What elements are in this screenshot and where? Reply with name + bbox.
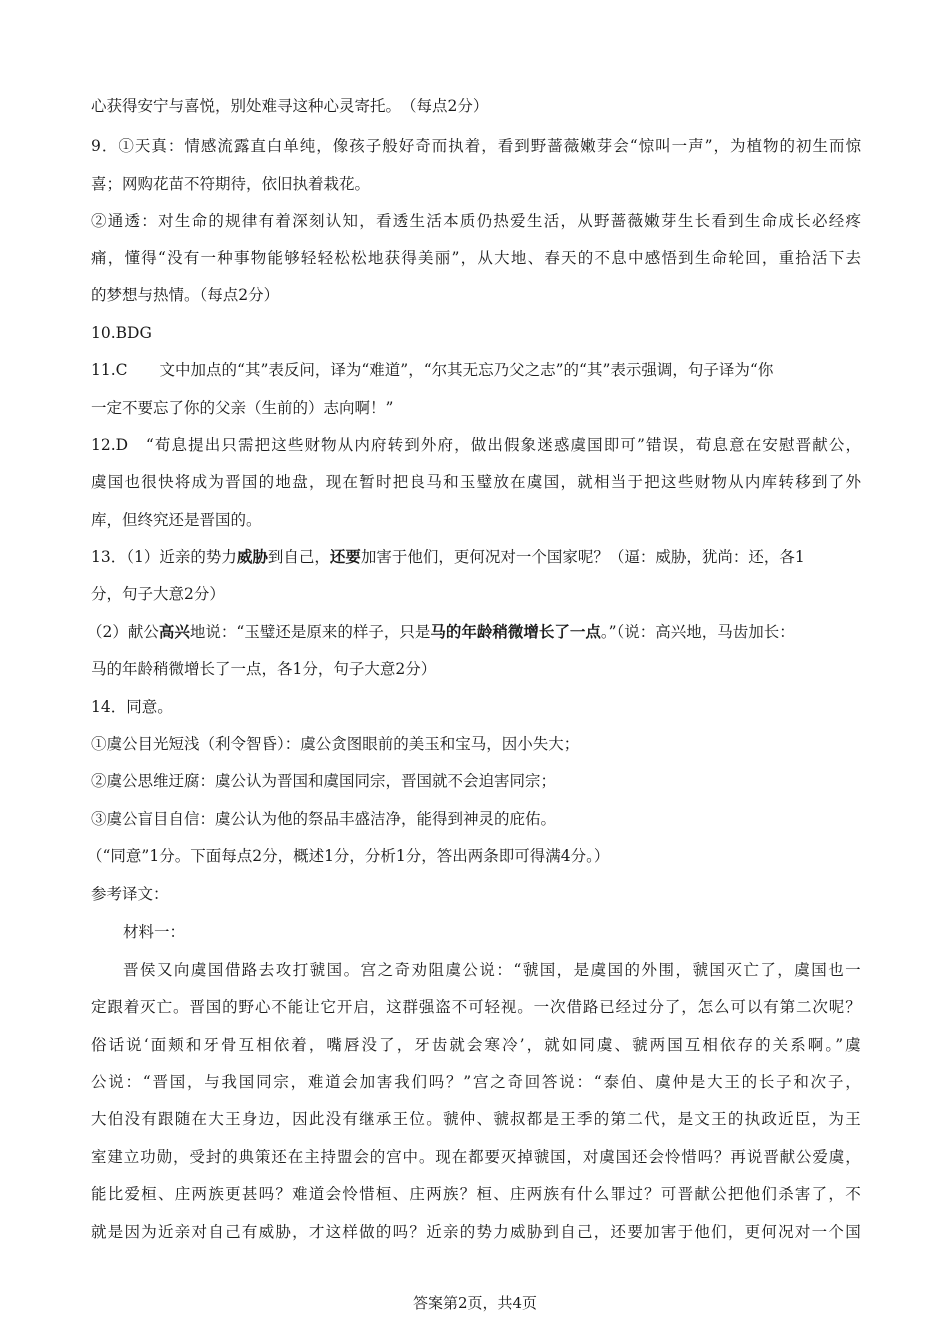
- q12-line-1: 12.D “荀息提出只需把这些财物从内府转到外府，做出假象迷惑虞国即可”错误，荀息意在安慰晋献公，: [91, 436, 861, 454]
- q9-line-2: 喜；网购花苗不符期待，依旧执着栽花。: [91, 175, 371, 193]
- q14-answer: 14．同意。: [91, 698, 173, 716]
- material-heading: 材料一：: [123, 923, 186, 941]
- q14-point-3: ③虞公盲目自信：虞公认为他的祭品丰盛洁净，能得到神灵的庇佑。: [91, 810, 557, 828]
- translation-line-8: 就是因为近亲对自己有威胁，才这样做的吗？近亲的势力威胁到自己，还要加害于他们，更何况对一个国: [91, 1223, 861, 1241]
- q9-line-5: 的梦想与热情。（每点2分）: [91, 286, 280, 304]
- q13-2-text: （2）献公: [87, 623, 159, 641]
- translation-line-6: 室建立功勋，受封的典策还在主持盟会的宫中。现在都要灭掉虢国，对虞国还会怜惜吗？再说晋献公爱虞，: [91, 1148, 861, 1166]
- q12-line-2: 虞国也很快将成为晋国的地盘，现在暂时把良马和玉璧放在虞国，就相当于把这些财物从内库转移到了外: [91, 473, 861, 491]
- page-footer: 答案第2页，共4页: [412, 1294, 538, 1312]
- q13-2-bold-key: 马的年龄稍微增长了一点: [430, 623, 601, 641]
- q14-point-1: ①虞公目光短浅（利令智昏）：虞公贪图眼前的美玉和宝马，因小失大；: [91, 735, 580, 753]
- q12-line-3: 库，但终究还是晋国的。: [91, 511, 262, 529]
- q13-bold-key: 还要: [329, 548, 361, 566]
- translation-line-1: 晋侯又向虞国借路去攻打虢国。宫之奇劝阻虞公说：“虢国，是虞国的外围，虢国灭亡了，虞国也一: [123, 961, 861, 979]
- q11-line-2: 一定不要忘了你的父亲（生前的）志向啊！”: [91, 399, 394, 417]
- translation-line-2: 定跟着灭亡。晋国的野心不能让它开启，这群强盗不可轻视。一次借路已经过分了，怎么可以有第二次呢？: [91, 998, 861, 1016]
- q13-2-line-2: 马的年龄稍微增长了一点，各1分，句子大意2分）: [91, 660, 437, 678]
- q14-point-2: ②虞公思维迂腐：虞公认为晋国和虞国同宗，晋国就不会迫害同宗；: [91, 772, 557, 790]
- translation-line-4: 公说：“晋国，与我国同宗，难道会加害我们吗？”宫之奇回答说：“泰伯、虞仲是大王的长子和次子，: [91, 1073, 861, 1091]
- q9-line-3: ②通透：对生命的规律有着深刻认知，看透生活本质仍热爱生活，从野蔷薇嫩芽生长看到生命成长必经疼: [91, 212, 861, 230]
- reference-heading: 参考译文：: [91, 885, 169, 903]
- q13-text: 加害于他们，更何况对一个国家呢？（逼：威胁，犹尚：还，各1: [360, 548, 805, 566]
- q13-2-text: 地说：“玉璧还是原来的样子，只是: [189, 623, 431, 641]
- q11-number: 11.C: [91, 361, 128, 379]
- q14-note: （“同意”1分。下面每点2分，概述1分，分析1分，答出两条即可得满4分。）: [87, 847, 610, 865]
- q10-answer: 10.BDG: [91, 324, 152, 342]
- q9-line-4: 痛，懂得“没有一种事物能够轻轻松松地获得美丽”，从大地、春天的不息中感悟到生命轮回，重拾活下去: [91, 249, 861, 267]
- translation-line-5: 大伯没有跟随在大王身边，因此没有继承王位。虢仲、虢叔都是王季的第二代，是文王的执政近臣，为王: [91, 1110, 861, 1128]
- q13-2-line-1: [87, 622, 857, 642]
- q9-line-1: 9．①天真：情感流露直白单纯，像孩子般好奇而执着，看到野蔷薇嫩芽会“惊叫一声”，为植物的初生而惊: [91, 137, 861, 155]
- text-line: 心获得安宁与喜悦，别处难寻这种心灵寄托。 （每点2分）: [91, 97, 489, 115]
- q13-line-2: 分，句子大意2分）: [91, 585, 225, 603]
- q13-line-1: [91, 547, 861, 567]
- q13-text: 到自己，: [267, 548, 330, 566]
- q11-explanation: 文中加点的“其”表反问，译为“难道”，“尔其无忘乃父之志”的“其”表示强调，句子译为“你: [159, 361, 774, 379]
- q13-text: 13．（1）近亲的势力: [91, 548, 237, 566]
- q13-2-bold-key: 高兴: [158, 623, 190, 641]
- q13-bold-key: 威胁: [236, 548, 268, 566]
- translation-line-7: 能比爱桓、庄两族更甚吗？难道会怜惜桓、庄两族？桓、庄两族有什么罪过？可晋献公把他们杀害了，不: [91, 1185, 861, 1203]
- q13-2-text: 。”（说：高兴地，马齿加长：: [600, 623, 795, 641]
- q11-line-1: [91, 360, 861, 380]
- translation-line-3: 俗话说‘面颊和牙骨互相依着，嘴唇没了，牙齿就会寒冷’，就如同虞、虢两国互相依存的关系啊。”虞: [91, 1036, 861, 1054]
